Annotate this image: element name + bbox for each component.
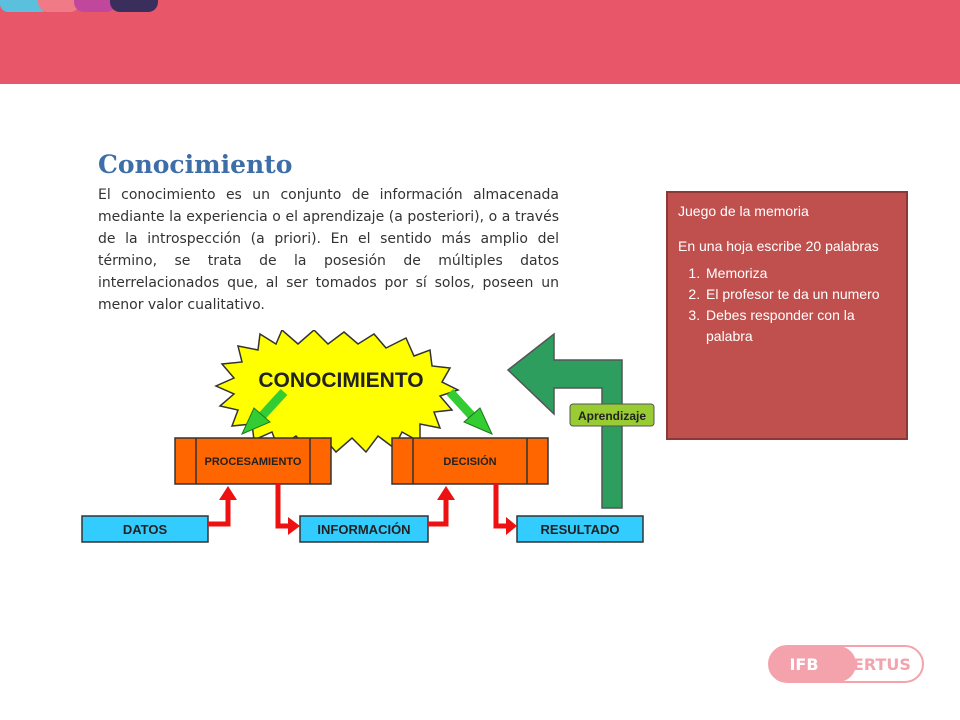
right-diagonal-arrow — [450, 392, 492, 434]
processing-to-information-arrow — [278, 484, 300, 535]
memory-game-box — [666, 191, 908, 440]
decision-label: DECISIÓN — [443, 456, 497, 468]
decor-pill — [110, 0, 158, 12]
memory-steps-list — [678, 263, 896, 347]
memory-step: 1. Memoriza — [704, 263, 896, 284]
header-band — [0, 0, 960, 84]
logo-left-text: IFB — [789, 655, 819, 674]
processing-label: PROCESAMIENTO — [204, 456, 302, 468]
ifb-certus-logo — [768, 645, 924, 683]
logo-right-text: CERTUS — [841, 655, 911, 674]
information-label: INFORMACIÓN — [317, 522, 411, 537]
definition-paragraph: El conocimiento es un conjunto de información almacenada mediante la experiencia o el aprendizaje (a posteriori), o a través de la introspección (a priori). En el sentido más amplio del término, se trata de la posesión de múltiples datos interrelacionados que, al ser tomados por sí solos, poseen un menor valor cualitativo. — [98, 187, 559, 313]
memory-game-heading: Juego de la memoria — [678, 203, 809, 219]
information-to-decision-arrow — [428, 486, 455, 524]
feedback-label: Aprendizaje — [577, 409, 647, 423]
data-to-processing-arrow — [208, 486, 237, 524]
center-label: CONOCIMIENTO — [258, 369, 424, 392]
memory-step: 2. El profesor te da un numero — [704, 284, 896, 305]
result-label: RESULTADO — [540, 522, 620, 537]
page-title: Conocimiento — [98, 150, 293, 179]
knowledge-diagram — [76, 330, 656, 550]
data-label: DATOS — [122, 522, 168, 537]
memory-game-instruction: En una hoja escribe 20 palabras — [678, 238, 879, 254]
decision-to-result-arrow — [496, 484, 517, 535]
memory-step: 3. Debes responder con la palabra — [704, 305, 896, 347]
